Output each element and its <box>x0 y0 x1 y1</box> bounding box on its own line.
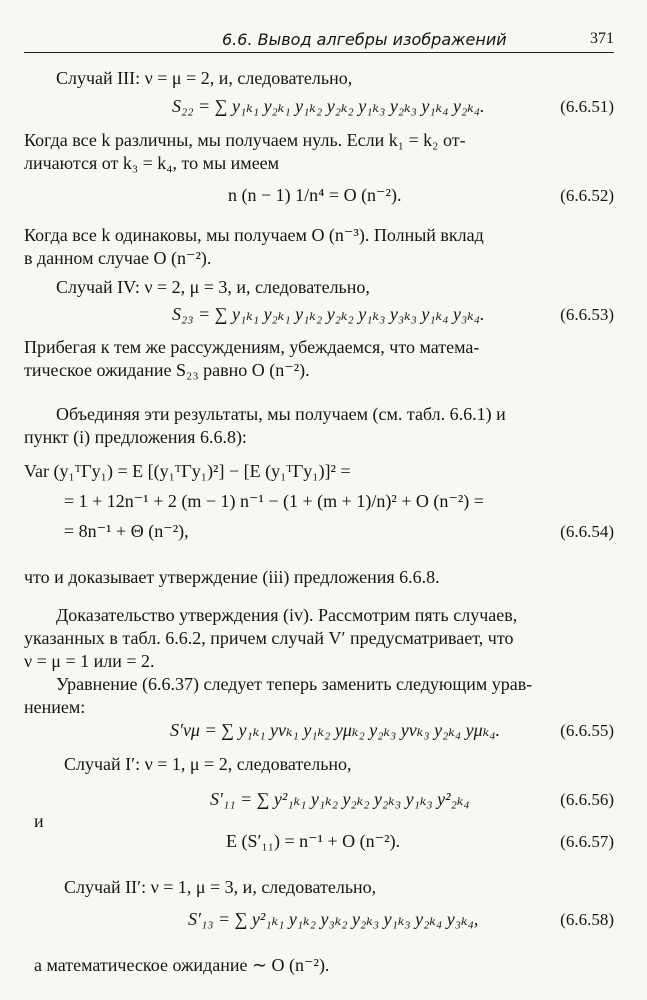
text-line-l8: Случай IV: ν = 2, μ = 3, и, следовательно, <box>56 277 370 297</box>
text-line-l18: Доказательство утверждения (iv). Рассмотрим пять случаев, <box>56 605 518 625</box>
text-line-l21: Уравнение (6.6.37) следует теперь заменить следующим урав- <box>56 674 533 694</box>
text-line-l4: личаются от k₃ = k₄, то мы имеем <box>24 153 280 173</box>
text-line-l10: Прибегая к тем же рассуждениям, убеждаемся, что матема- <box>24 337 480 357</box>
text-line-l20: ν = μ = 1 или = 2. <box>24 651 155 671</box>
text-line-l25: S′₁₁ = ∑ y²₁ₖ₁ y₁ₖ₂ y₂ₖ₂ y₂ₖ₃ y₁ₖ₃ y²₂ₖ₄ <box>210 789 470 809</box>
equation-label-e52: (6.6.52) <box>560 186 614 205</box>
text-line-l28: Случай II′: ν = 1, μ = 3, и, следовательно, <box>64 877 377 897</box>
text-line-l13: пункт (i) предложения 6.6.8): <box>24 427 247 447</box>
page-number: 371 <box>590 30 614 47</box>
text-line-l1: Случай III: ν = μ = 2, и, следовательно, <box>56 68 353 88</box>
text-line-l26: и <box>34 811 44 831</box>
text-line-l9: S₂₃ = ∑ y₁ₖ₁ y₂ₖ₁ y₁ₖ₂ y₂ₖ₂ y₁ₖ₃ y₃ₖ₃ y₁ₖ₄ y₃ₖ₄. <box>172 304 485 324</box>
text-line-l23: S′νμ = ∑ y₁ₖ₁ yνₖ₁ y₁ₖ₂ yμₖ₂ y₂ₖ₃ yνₖ₃ y₂ₖ₄ yμₖ₄. <box>170 720 501 740</box>
equation-label-e57: (6.6.57) <box>560 832 614 851</box>
equation-label-e54: (6.6.54) <box>560 522 614 541</box>
equation-label-e51: (6.6.51) <box>560 97 614 116</box>
text-line-l12: Объединяя эти результаты, мы получаем (см. табл. 6.6.1) и <box>56 404 506 424</box>
text-line-l29: S′₁₃ = ∑ y²₁ₖ₁ y₁ₖ₂ y₃ₖ₂ y₂ₖ₃ y₁ₖ₃ y₂ₖ₄ y₃ₖ₄, <box>188 909 479 929</box>
text-line-l6: Когда все k одинаковы, мы получаем O (n⁻³). Полный вклад <box>24 225 484 245</box>
text-line-l27: E (S′₁₁) = n⁻¹ + O (n⁻²). <box>226 831 401 851</box>
text-line-l7: в данном случае O (n⁻²). <box>24 248 212 268</box>
text-line-l5: n (n − 1) 1/n⁴ = O (n⁻²). <box>228 185 402 205</box>
text-line-l30: а математическое ожидание ∼ O (n⁻²). <box>34 955 330 975</box>
text-line-l16: = 8n⁻¹ + Θ (n⁻²), <box>64 521 189 541</box>
text-line-l24: Случай I′: ν = 1, μ = 2, следовательно, <box>64 754 352 774</box>
equation-label-e55: (6.6.55) <box>560 721 614 740</box>
text-line-l22: нением: <box>24 697 86 717</box>
text-line-l14: Var (y₁ᵀΓy₁) = E [(y₁ᵀΓy₁)²] − [E (y₁ᵀΓy₁)]² = <box>24 461 351 481</box>
text-line-l11: тическое ожидание S₂₃ равно O (n⁻²). <box>24 360 310 380</box>
equation-label-e56: (6.6.56) <box>560 790 614 809</box>
equation-label-e53: (6.6.53) <box>560 305 614 324</box>
running-title: 6.6. Вывод алгебры изображений <box>222 30 507 49</box>
page-header <box>24 30 614 53</box>
equation-label-e58: (6.6.58) <box>560 910 614 929</box>
text-line-l3: Когда все k различны, мы получаем нуль. Если k₁ = k₂ от- <box>24 130 466 150</box>
text-line-l19: указанных в табл. 6.6.2, причем случай V′ предусматривает, что <box>24 628 514 648</box>
text-line-l15: = 1 + 12n⁻¹ + 2 (m − 1) n⁻¹ − (1 + (m + 1)/n)² + O (n⁻²) = <box>64 491 484 511</box>
text-line-l2: S₂₂ = ∑ y₁ₖ₁ y₂ₖ₁ y₁ₖ₂ y₂ₖ₂ y₁ₖ₃ y₂ₖ₃ y₁ₖ₄ y₂ₖ₄. <box>172 96 485 116</box>
text-line-l17: что и доказывает утверждение (iii) предложения 6.6.8. <box>24 567 440 587</box>
